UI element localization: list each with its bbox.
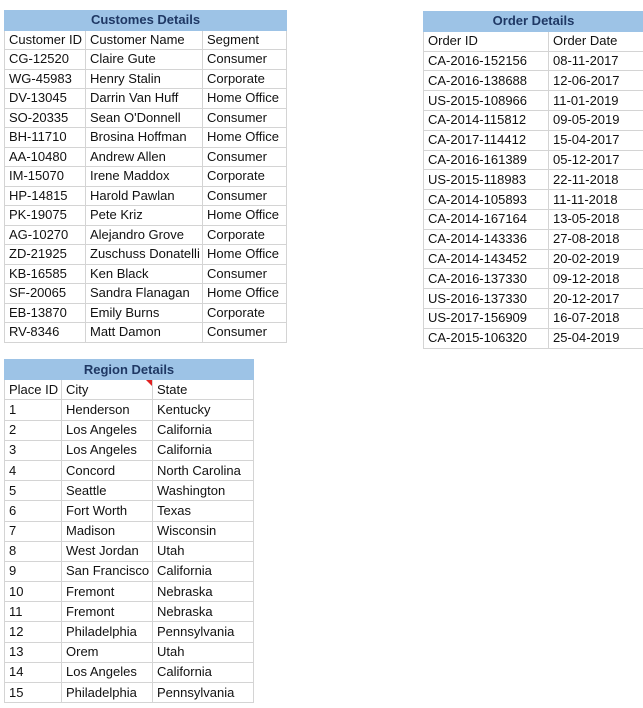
table-cell[interactable]: 09-12-2018 (549, 269, 643, 289)
table-cell[interactable]: Henderson (62, 400, 153, 420)
table-cell[interactable]: 11-11-2018 (549, 190, 643, 210)
table-cell[interactable]: CA-2016-138688 (424, 71, 549, 91)
table-cell[interactable]: 12-06-2017 (549, 71, 643, 91)
table-row (5, 128, 287, 148)
table-cell[interactable]: 12 (5, 622, 62, 642)
table-cell[interactable]: US-2016-137330 (424, 289, 549, 309)
header-cell[interactable]: Order Date (549, 31, 643, 51)
table-row (5, 622, 254, 642)
table-cell[interactable]: Matt Damon (86, 323, 203, 343)
header-cell[interactable]: Place ID (5, 380, 62, 400)
table-cell[interactable]: CA-2014-143336 (424, 229, 549, 249)
table-cell[interactable]: 16-07-2018 (549, 308, 643, 328)
table-cell[interactable]: 6 (5, 501, 62, 521)
table-cell[interactable]: Pennsylvania (153, 622, 254, 642)
table-cell[interactable]: Corporate (203, 225, 287, 245)
header-cell[interactable]: Customer Name (86, 30, 203, 50)
table-cell[interactable]: 10 (5, 582, 62, 602)
header-cell[interactable]: Segment (203, 30, 287, 50)
table-row (5, 602, 254, 622)
customer-details-table (4, 10, 287, 343)
table-cell[interactable]: California (153, 662, 254, 682)
table-row (424, 51, 643, 71)
table-cell[interactable]: 11-01-2019 (549, 91, 643, 111)
table-cell[interactable]: BH-11710 (5, 128, 86, 148)
table-row (5, 323, 287, 343)
table-cell[interactable]: CA-2016-137330 (424, 269, 549, 289)
table-row (424, 150, 643, 170)
table-cell[interactable]: Fort Worth (62, 501, 153, 521)
table-cell[interactable]: 7 (5, 521, 62, 541)
table-cell[interactable]: Fremont (62, 602, 153, 622)
table-cell[interactable]: 25-04-2019 (549, 328, 643, 348)
table-cell[interactable]: 3 (5, 440, 62, 460)
table-cell[interactable]: Andrew Allen (86, 147, 203, 167)
table-cell[interactable]: RV-8346 (5, 323, 86, 343)
header-cell[interactable]: State (153, 380, 254, 400)
table-cell[interactable]: Consumer (203, 323, 287, 343)
table-cell[interactable]: 8 (5, 541, 62, 561)
comment-indicator-icon[interactable] (146, 380, 152, 386)
table-cell[interactable]: 13-05-2018 (549, 209, 643, 229)
table-cell[interactable]: Sandra Flanagan (86, 284, 203, 304)
table-row (5, 206, 287, 226)
table-row (424, 289, 643, 309)
table-cell[interactable]: Seattle (62, 481, 153, 501)
table-cell[interactable]: Philadelphia (62, 683, 153, 703)
table-row (5, 186, 287, 206)
table-row (424, 110, 643, 130)
table-cell[interactable]: CA-2014-143452 (424, 249, 549, 269)
table-row (5, 662, 254, 682)
table-cell[interactable]: CA-2014-167164 (424, 209, 549, 229)
table-cell[interactable]: Nebraska (153, 582, 254, 602)
table-row (5, 582, 254, 602)
table-cell[interactable]: 20-02-2019 (549, 249, 643, 269)
table-cell[interactable]: CA-2014-115812 (424, 110, 549, 130)
table-cell[interactable]: Corporate (203, 167, 287, 187)
table-row (5, 50, 287, 70)
table-cell[interactable]: KB-16585 (5, 264, 86, 284)
table-cell[interactable]: Zuschuss Donatelli (86, 245, 203, 265)
table-cell[interactable]: Darrin Van Huff (86, 89, 203, 109)
table-row (5, 108, 287, 128)
table-cell[interactable]: 13 (5, 642, 62, 662)
table-cell[interactable]: Corporate (203, 303, 287, 323)
table-cell[interactable]: Corporate (203, 69, 287, 89)
table-cell[interactable]: 27-08-2018 (549, 229, 643, 249)
table-row (5, 225, 287, 245)
table-row (5, 264, 287, 284)
table-row (5, 147, 287, 167)
table-cell[interactable]: DV-13045 (5, 89, 86, 109)
region-details-table (4, 359, 254, 703)
table-cell[interactable]: Home Office (203, 245, 287, 265)
table-cell[interactable]: US-2015-108966 (424, 91, 549, 111)
table-cell[interactable]: West Jordan (62, 541, 153, 561)
table-row (424, 229, 643, 249)
table-cell[interactable]: AG-10270 (5, 225, 86, 245)
table-cell[interactable]: Utah (153, 642, 254, 662)
table-cell[interactable]: Wisconsin (153, 521, 254, 541)
table-cell[interactable]: Concord (62, 460, 153, 480)
table-cell[interactable]: 09-05-2019 (549, 110, 643, 130)
table-cell[interactable]: California (153, 561, 254, 581)
table-row (5, 69, 287, 89)
table-row (5, 460, 254, 480)
table-row (5, 400, 254, 420)
table-row (424, 269, 643, 289)
table-cell[interactable]: 4 (5, 460, 62, 480)
table-cell[interactable]: Brosina Hoffman (86, 128, 203, 148)
header-cell-city[interactable] (62, 380, 153, 400)
header-cell-label: City (66, 381, 89, 397)
table-cell[interactable]: Ken Black (86, 264, 203, 284)
table-cell[interactable]: Consumer (203, 186, 287, 206)
table-cell[interactable]: Henry Stalin (86, 69, 203, 89)
table-row (5, 501, 254, 521)
table-cell[interactable]: 5 (5, 481, 62, 501)
table-cell[interactable]: 2 (5, 420, 62, 440)
table-cell[interactable]: California (153, 440, 254, 460)
table-row (5, 284, 287, 304)
table-row (5, 420, 254, 440)
table-row (5, 440, 254, 460)
table-cell[interactable]: Utah (153, 541, 254, 561)
table-cell[interactable]: Texas (153, 501, 254, 521)
table-cell[interactable]: California (153, 420, 254, 440)
table-cell[interactable]: Washington (153, 481, 254, 501)
table-cell[interactable]: CA-2016-161389 (424, 150, 549, 170)
table-cell[interactable]: Alejandro Grove (86, 225, 203, 245)
table-cell[interactable]: Kentucky (153, 400, 254, 420)
table-cell[interactable]: CA-2015-106320 (424, 328, 549, 348)
table-row (5, 89, 287, 109)
table-cell[interactable]: ZD-21925 (5, 245, 86, 265)
table-cell[interactable]: CG-12520 (5, 50, 86, 70)
table-cell[interactable]: 14 (5, 662, 62, 682)
region-details-title[interactable]: Region Details (5, 360, 254, 380)
table-cell[interactable]: Home Office (203, 284, 287, 304)
customer-details-title[interactable]: Customes Details (5, 11, 287, 31)
table-cell[interactable]: Home Office (203, 206, 287, 226)
header-cell[interactable]: Customer ID (5, 30, 86, 50)
region-header-row (5, 380, 254, 400)
table-cell[interactable]: Claire Gute (86, 50, 203, 70)
table-row (5, 683, 254, 703)
table-cell[interactable]: Los Angeles (62, 440, 153, 460)
table-row (424, 71, 643, 91)
table-cell[interactable]: Sean O'Donnell (86, 108, 203, 128)
table-row (424, 91, 643, 111)
table-row (5, 303, 287, 323)
table-cell[interactable]: US-2015-118983 (424, 170, 549, 190)
table-row (5, 245, 287, 265)
table-cell[interactable]: 20-12-2017 (549, 289, 643, 309)
table-cell[interactable]: Los Angeles (62, 662, 153, 682)
table-cell[interactable]: Home Office (203, 89, 287, 109)
table-row (5, 481, 254, 501)
table-cell[interactable]: 15-04-2017 (549, 130, 643, 150)
table-cell[interactable]: 9 (5, 561, 62, 581)
table-cell[interactable]: 11 (5, 602, 62, 622)
table-cell[interactable]: Home Office (203, 128, 287, 148)
table-cell[interactable]: 08-11-2017 (549, 51, 643, 71)
table-row (424, 308, 643, 328)
order-header-row (424, 31, 643, 51)
table-cell[interactable]: US-2017-156909 (424, 308, 549, 328)
table-row (424, 328, 643, 348)
table-cell[interactable]: 1 (5, 400, 62, 420)
table-cell[interactable]: 15 (5, 683, 62, 703)
table-cell[interactable]: 22-11-2018 (549, 170, 643, 190)
table-row (5, 541, 254, 561)
customer-header-row (5, 30, 287, 50)
table-cell[interactable]: CA-2014-105893 (424, 190, 549, 210)
table-cell[interactable]: IM-15070 (5, 167, 86, 187)
table-row (424, 209, 643, 229)
table-cell[interactable]: Irene Maddox (86, 167, 203, 187)
table-cell[interactable]: Pete Kriz (86, 206, 203, 226)
table-row (5, 642, 254, 662)
table-row (5, 561, 254, 581)
table-cell[interactable]: EB-13870 (5, 303, 86, 323)
table-cell[interactable]: Consumer (203, 50, 287, 70)
table-cell[interactable]: 05-12-2017 (549, 150, 643, 170)
table-cell[interactable]: CA-2016-152156 (424, 51, 549, 71)
table-row (424, 190, 643, 210)
order-details-title[interactable]: Order Details (424, 12, 643, 32)
table-cell[interactable]: Consumer (203, 264, 287, 284)
table-cell[interactable]: HP-14815 (5, 186, 86, 206)
table-cell[interactable]: Madison (62, 521, 153, 541)
header-cell[interactable]: Order ID (424, 31, 549, 51)
table-cell[interactable]: San Francisco (62, 561, 153, 581)
table-cell[interactable]: Emily Burns (86, 303, 203, 323)
table-cell[interactable]: PK-19075 (5, 206, 86, 226)
table-cell[interactable]: Orem (62, 642, 153, 662)
table-cell[interactable]: CA-2017-114412 (424, 130, 549, 150)
table-row (424, 170, 643, 190)
table-cell[interactable]: Pennsylvania (153, 683, 254, 703)
table-cell[interactable]: Harold Pawlan (86, 186, 203, 206)
table-cell[interactable]: Consumer (203, 147, 287, 167)
table-cell[interactable]: Nebraska (153, 602, 254, 622)
table-row (424, 130, 643, 150)
table-cell[interactable]: Philadelphia (62, 622, 153, 642)
table-row (5, 521, 254, 541)
table-cell[interactable]: WG-45983 (5, 69, 86, 89)
table-cell[interactable]: North Carolina (153, 460, 254, 480)
table-cell[interactable]: Fremont (62, 582, 153, 602)
order-details-table (423, 11, 643, 349)
table-cell[interactable]: AA-10480 (5, 147, 86, 167)
table-cell[interactable]: SF-20065 (5, 284, 86, 304)
table-row (5, 167, 287, 187)
table-cell[interactable]: Los Angeles (62, 420, 153, 440)
table-cell[interactable]: Consumer (203, 108, 287, 128)
table-cell[interactable]: SO-20335 (5, 108, 86, 128)
table-row (424, 249, 643, 269)
